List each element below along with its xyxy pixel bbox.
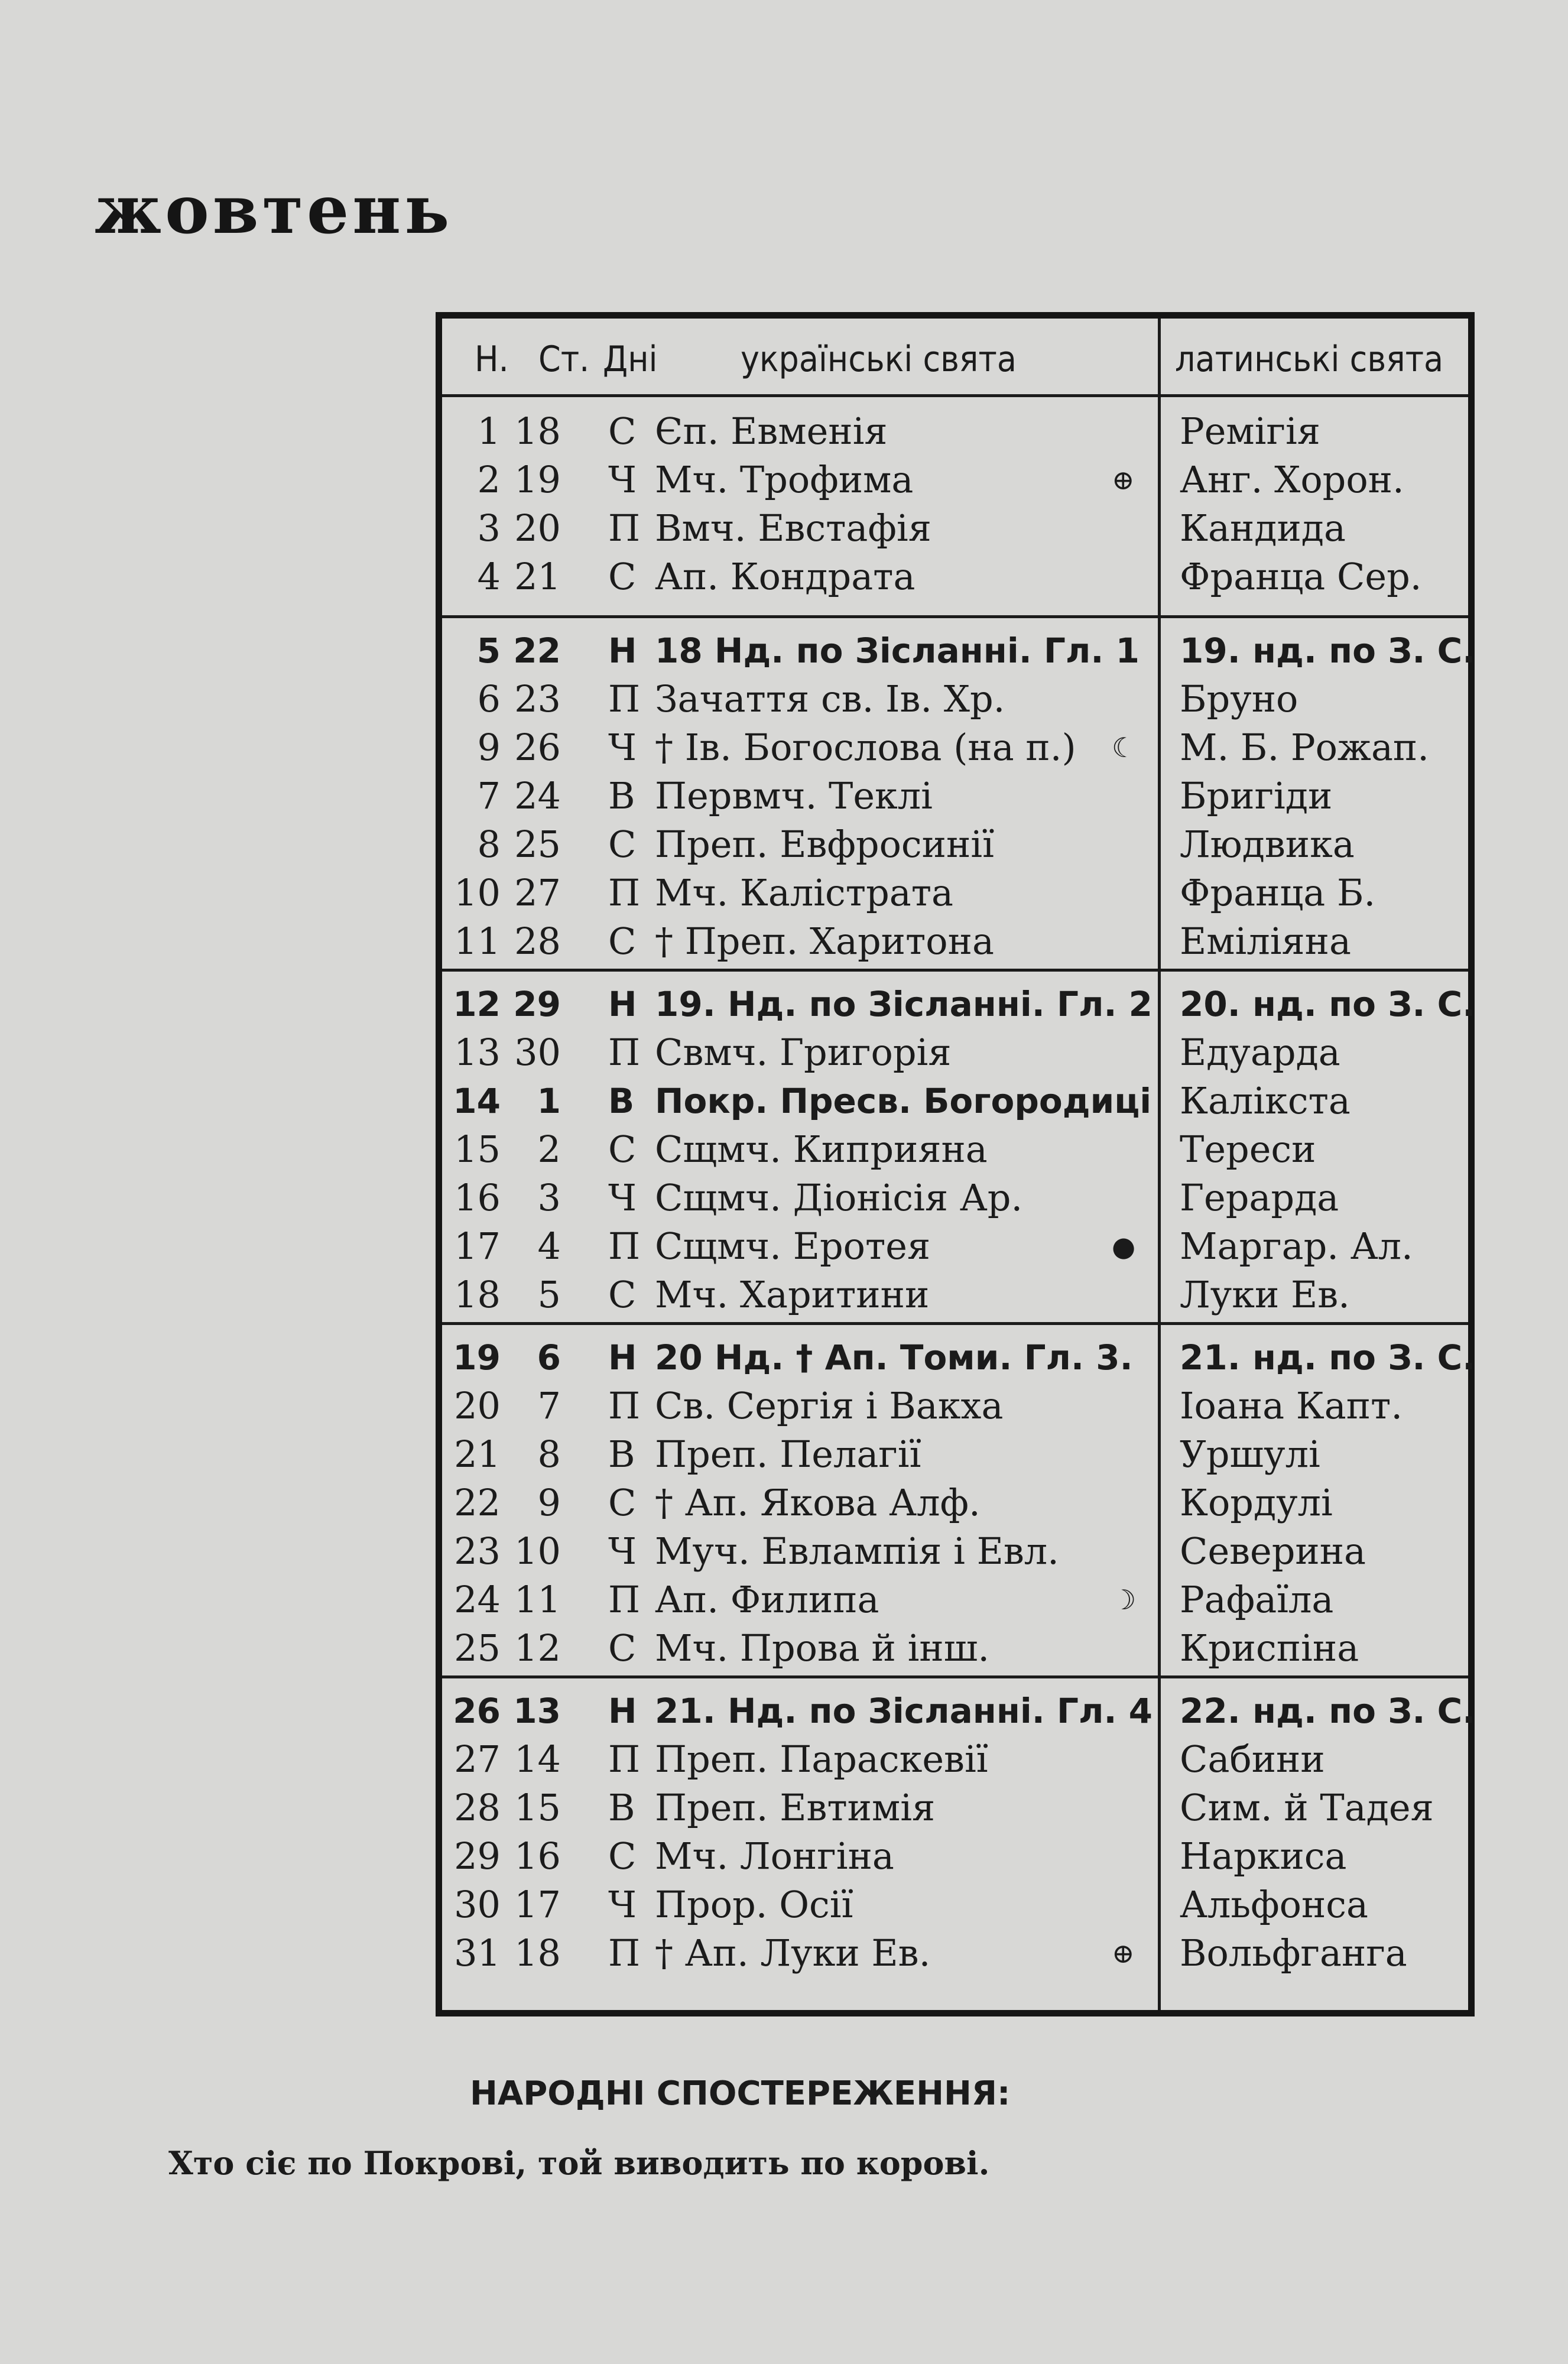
table-row <box>442 772 1468 820</box>
table-row <box>442 1687 1476 1735</box>
old-style-date: 24 <box>514 774 561 817</box>
new-style-date: 16 <box>454 1176 501 1219</box>
ukrainian-feast: † Ів. Богослова (на п.) <box>655 726 1076 769</box>
ukrainian-feast: Мч. Харитини <box>655 1273 930 1316</box>
moon-phase-icon: ⊕ <box>1112 1937 1135 1969</box>
moon-phase-icon: ☽ <box>1112 1584 1137 1616</box>
new-style-date: 3 <box>477 506 501 550</box>
new-style-date: 5 <box>476 631 501 671</box>
ukrainian-feast: Мч. Калістрата <box>655 871 953 914</box>
weekday: П <box>608 506 641 550</box>
new-style-date: 24 <box>454 1578 501 1621</box>
weekday: С <box>608 1834 637 1878</box>
weekday: Н <box>608 1337 637 1378</box>
new-style-date: 30 <box>454 1883 501 1926</box>
ukrainian-feast: Покр. Пресв. Богородиці <box>655 1081 1152 1121</box>
latin-feast: Уршулі <box>1180 1433 1320 1476</box>
weekday: П <box>608 1578 641 1621</box>
week-block <box>442 1322 1476 1678</box>
table-row <box>442 723 1468 772</box>
moon-phase-icon: ⊕ <box>1112 464 1135 496</box>
old-style-date: 7 <box>537 1384 561 1427</box>
header-latin: латинські свята <box>1175 339 1444 380</box>
old-style-date: 23 <box>514 677 561 720</box>
ukrainian-feast: 20 Нд. † Ап. Томи. Гл. 3. <box>655 1337 1133 1378</box>
old-style-date: 12 <box>514 1626 561 1670</box>
weekday: П <box>608 1931 641 1975</box>
week-block <box>442 615 1476 972</box>
new-style-date: 14 <box>453 1081 501 1121</box>
new-style-date: 18 <box>454 1273 501 1316</box>
latin-feast: Альфонса <box>1180 1883 1368 1926</box>
old-style-date: 14 <box>514 1738 561 1781</box>
old-style-date: 16 <box>514 1834 561 1878</box>
new-style-date: 27 <box>454 1738 501 1781</box>
table-row <box>442 553 1468 601</box>
old-style-date: 20 <box>514 506 561 550</box>
latin-feast: Северина <box>1180 1530 1366 1573</box>
ukrainian-feast: 18 Нд. по Зісланні. Гл. 1 <box>655 631 1140 671</box>
latin-feast: Франца Сер. <box>1180 555 1422 598</box>
table-row <box>442 869 1468 917</box>
old-style-date: 8 <box>537 1433 561 1476</box>
ukrainian-feast: Сщмч. Киприяна <box>655 1128 988 1171</box>
table-row <box>442 1624 1468 1673</box>
ukrainian-feast: Ап. Кондрата <box>655 555 916 598</box>
latin-feast: 20. нд. по З. С. <box>1180 984 1476 1024</box>
latin-feast: Франца Б. <box>1180 871 1376 914</box>
old-style-date: 21 <box>514 555 561 598</box>
weekday: П <box>608 1738 641 1781</box>
old-style-date: 1 <box>537 1081 561 1121</box>
old-style-date: 4 <box>537 1225 561 1268</box>
ukrainian-feast: Єп. Евменія <box>655 410 888 453</box>
old-style-date: 6 <box>537 1337 561 1378</box>
table-row <box>442 1333 1476 1382</box>
table-row <box>442 917 1468 966</box>
weekday: В <box>608 774 635 817</box>
ukrainian-feast: 19. Нд. по Зісланні. Гл. 2 <box>655 984 1153 1024</box>
latin-feast: Криспіна <box>1180 1626 1359 1670</box>
latin-feast: Едуарда <box>1180 1031 1340 1074</box>
table-row <box>442 1929 1468 1977</box>
latin-feast: Бруно <box>1180 677 1298 720</box>
new-style-date: 2 <box>477 458 501 501</box>
old-style-date: 25 <box>514 823 561 866</box>
ukrainian-feast: Вмч. Евстафія <box>655 506 931 550</box>
old-style-date: 28 <box>514 920 561 963</box>
table-row <box>442 980 1476 1028</box>
table-row <box>442 820 1468 869</box>
new-style-date: 19 <box>453 1337 501 1378</box>
old-style-date: 5 <box>537 1273 561 1316</box>
table-header <box>442 319 1468 397</box>
table-row <box>442 1576 1468 1624</box>
observations-heading: НАРОДНІ СПОСТЕРЕЖЕННЯ: <box>470 2074 1011 2113</box>
table-row <box>442 1832 1468 1881</box>
ukrainian-feast: Мч. Прова й інш. <box>655 1626 990 1670</box>
ukrainian-feast: Сщмч. Еротея <box>655 1225 931 1268</box>
ukrainian-feast: Муч. Евлампія і Евл. <box>655 1530 1059 1573</box>
new-style-date: 4 <box>477 555 501 598</box>
table-row <box>442 1479 1468 1527</box>
latin-feast: Людвика <box>1180 823 1355 866</box>
old-style-date: 29 <box>513 984 561 1024</box>
latin-feast: Наркиса <box>1180 1834 1347 1878</box>
old-style-date: 17 <box>514 1883 561 1926</box>
table-row <box>442 1881 1468 1929</box>
weekday: Ч <box>608 1530 637 1573</box>
old-style-date: 27 <box>514 871 561 914</box>
new-style-date: 15 <box>454 1128 501 1171</box>
ukrainian-feast: Первмч. Теклі <box>655 774 933 817</box>
ukrainian-feast: 21. Нд. по Зісланні. Гл. 4 <box>655 1691 1153 1731</box>
weekday: Н <box>608 631 637 671</box>
table-row <box>442 1784 1468 1832</box>
latin-feast: Вольфганга <box>1180 1931 1407 1975</box>
weekday: С <box>608 823 637 866</box>
latin-feast: Луки Ев. <box>1180 1273 1350 1316</box>
new-style-date: 25 <box>454 1626 501 1670</box>
latin-feast: Калікста <box>1180 1079 1351 1122</box>
table-row <box>442 1125 1468 1174</box>
new-style-date: 11 <box>454 920 501 963</box>
old-style-date: 11 <box>514 1578 561 1621</box>
weekday: Ч <box>608 458 637 501</box>
ukrainian-feast: Преп. Параскевії <box>655 1738 988 1781</box>
old-style-date: 18 <box>514 410 561 453</box>
ukrainian-feast: † Ап. Луки Ев. <box>655 1931 931 1975</box>
table-row <box>442 1077 1468 1125</box>
weekday: Ч <box>608 1883 637 1926</box>
old-style-date: 15 <box>514 1786 561 1829</box>
new-style-date: 13 <box>454 1031 501 1074</box>
new-style-date: 28 <box>454 1786 501 1829</box>
ukrainian-feast: Преп. Пелагії <box>655 1433 921 1476</box>
latin-feast: Тереси <box>1180 1128 1316 1171</box>
table-row <box>442 675 1468 723</box>
old-style-date: 26 <box>514 726 561 769</box>
table-row <box>442 504 1468 553</box>
ukrainian-feast: † Ап. Якова Алф. <box>655 1481 981 1524</box>
ukrainian-feast: Преп. Евфросинії <box>655 823 994 866</box>
new-style-date: 23 <box>454 1530 501 1573</box>
weekday: С <box>608 920 637 963</box>
new-style-date: 1 <box>477 410 501 453</box>
latin-feast: Іоана Капт. <box>1180 1384 1403 1427</box>
old-style-date: 18 <box>514 1931 561 1975</box>
new-style-date: 7 <box>477 774 501 817</box>
moon-phase-icon: ● <box>1112 1230 1136 1262</box>
ukrainian-feast: Сщмч. Діонісія Ар. <box>655 1176 1023 1219</box>
table-row <box>442 1735 1468 1784</box>
new-style-date: 12 <box>453 984 501 1024</box>
new-style-date: 6 <box>477 677 501 720</box>
table-row <box>442 407 1468 456</box>
old-style-date: 22 <box>513 631 561 671</box>
new-style-date: 10 <box>454 871 501 914</box>
weekday: Н <box>608 1691 637 1731</box>
new-style-date: 21 <box>454 1433 501 1476</box>
ukrainian-feast: † Преп. Харитона <box>655 920 994 963</box>
weekday: В <box>608 1433 635 1476</box>
new-style-date: 29 <box>454 1834 501 1878</box>
latin-feast: 21. нд. по З. С. <box>1180 1337 1476 1378</box>
ukrainian-feast: Прор. Осії <box>655 1883 853 1926</box>
latin-feast: М. Б. Рожап. <box>1180 726 1429 769</box>
table-row <box>442 1222 1468 1271</box>
latin-feast: Бригіди <box>1180 774 1333 817</box>
weekday: П <box>608 1384 641 1427</box>
ukrainian-feast: Преп. Евтимія <box>655 1786 936 1829</box>
weekday: П <box>608 677 641 720</box>
calendar-table <box>436 312 1475 2016</box>
header-n: Н. <box>475 339 509 380</box>
header-ukrainian: українські свята <box>741 339 1017 380</box>
old-style-date: 3 <box>537 1176 561 1219</box>
latin-feast: Кордулі <box>1180 1481 1333 1524</box>
table-row <box>442 1430 1468 1479</box>
latin-feast: Еміліяна <box>1180 920 1351 963</box>
latin-feast: Герарда <box>1180 1176 1339 1219</box>
week-block <box>442 969 1476 1325</box>
new-style-date: 20 <box>454 1384 501 1427</box>
ukrainian-feast: Зачаття св. Ів. Хр. <box>655 677 1005 720</box>
weekday: С <box>608 1273 637 1316</box>
ukrainian-feast: Мч. Лонгіна <box>655 1834 894 1878</box>
header-st: Ст. <box>538 339 590 380</box>
new-style-date: 22 <box>454 1481 501 1524</box>
weekday: С <box>608 1481 637 1524</box>
latin-feast: 22. нд. по З. С. <box>1180 1691 1476 1731</box>
latin-feast: Рафаїла <box>1180 1578 1334 1621</box>
ukrainian-feast: Мч. Трофима <box>655 458 914 501</box>
table-row <box>442 456 1468 504</box>
weekday: В <box>608 1786 635 1829</box>
table-row <box>442 1382 1468 1430</box>
moon-phase-icon: ☾ <box>1112 732 1137 764</box>
week-block <box>442 1675 1476 1983</box>
old-style-date: 2 <box>537 1128 561 1171</box>
old-style-date: 9 <box>537 1481 561 1524</box>
weekday: П <box>608 1031 641 1074</box>
new-style-date: 31 <box>454 1931 501 1975</box>
latin-feast: Ремігія <box>1180 410 1320 453</box>
header-days: Дні <box>603 339 658 380</box>
weekday: С <box>608 555 637 598</box>
old-style-date: 13 <box>513 1691 561 1731</box>
week-block <box>442 407 1468 615</box>
new-style-date: 26 <box>453 1691 501 1731</box>
new-style-date: 9 <box>477 726 501 769</box>
weekday: Ч <box>608 1176 637 1219</box>
old-style-date: 30 <box>514 1031 561 1074</box>
new-style-date: 17 <box>454 1225 501 1268</box>
weekday: С <box>608 410 637 453</box>
table-row <box>442 1174 1468 1222</box>
new-style-date: 8 <box>477 823 501 866</box>
observations-text: Хто сіє по Покрові, той виводить по корові. <box>168 2144 990 2182</box>
weekday: Ч <box>608 726 637 769</box>
old-style-date: 10 <box>514 1530 561 1573</box>
latin-feast: Сабини <box>1180 1738 1325 1781</box>
table-row <box>442 1527 1468 1576</box>
old-style-date: 19 <box>514 458 561 501</box>
table-row <box>442 1028 1468 1077</box>
weekday: Н <box>608 984 637 1024</box>
ukrainian-feast: Свмч. Григорія <box>655 1031 952 1074</box>
weekday: С <box>608 1128 637 1171</box>
ukrainian-feast: Св. Сергія і Вакха <box>655 1384 1004 1427</box>
latin-feast: Сим. й Тадея <box>1180 1786 1434 1829</box>
latin-feast: Кандида <box>1180 506 1346 550</box>
weekday: В <box>608 1081 635 1121</box>
latin-feast: Анг. Хорон. <box>1180 458 1404 501</box>
latin-feast: Маргар. Ал. <box>1180 1225 1413 1268</box>
weekday: С <box>608 1626 637 1670</box>
page-title: жовтень <box>95 171 453 249</box>
ukrainian-feast: Ап. Филипа <box>655 1578 879 1621</box>
latin-feast: 19. нд. по З. С. <box>1180 631 1476 671</box>
weekday: П <box>608 1225 641 1268</box>
weekday: П <box>608 871 641 914</box>
table-row <box>442 1271 1468 1319</box>
table-row <box>442 626 1476 675</box>
